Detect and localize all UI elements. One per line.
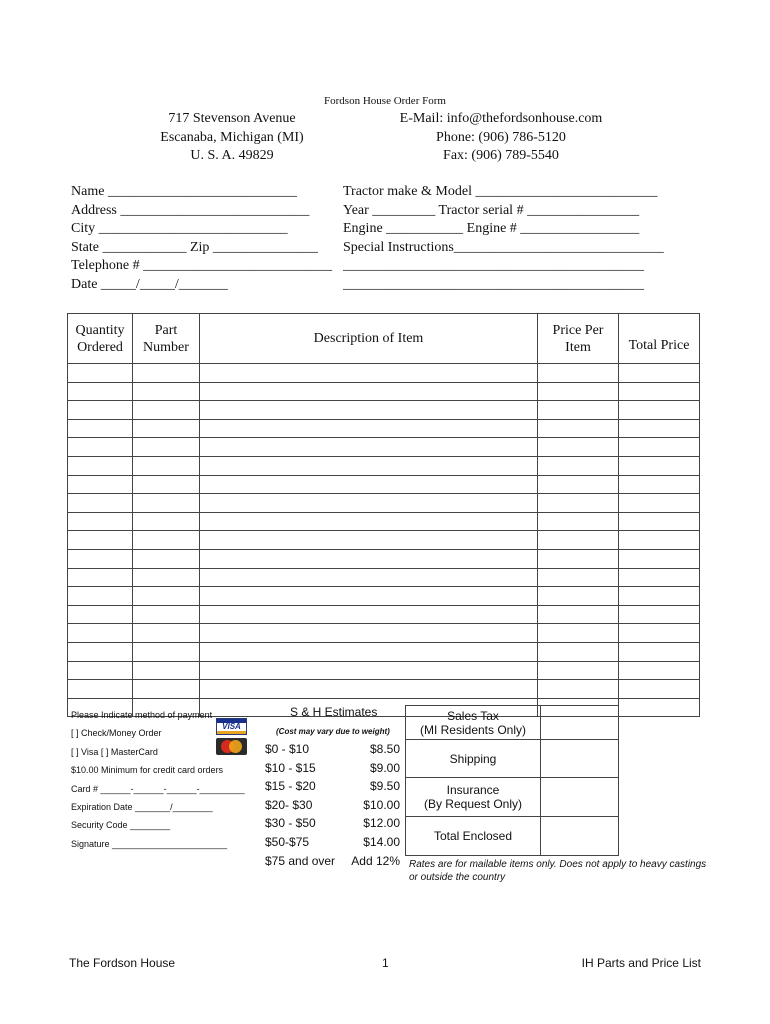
table-cell[interactable] xyxy=(619,419,700,438)
customer-fields xyxy=(71,183,332,295)
table-cell[interactable] xyxy=(200,475,538,494)
col-part-number: Part Number xyxy=(133,314,200,364)
sh-weight-note: (Cost may vary due to weight) xyxy=(276,727,390,736)
table-cell[interactable] xyxy=(68,642,133,661)
totals-table xyxy=(405,705,619,856)
address-line: Escanaba, Michigan (MI) xyxy=(160,129,304,145)
address-line: U. S. A. 49829 xyxy=(190,148,274,163)
table-cell[interactable] xyxy=(619,494,700,513)
sh-cost: Add 12% xyxy=(351,853,400,868)
table-cell[interactable] xyxy=(538,364,619,383)
table-cell[interactable] xyxy=(619,661,700,680)
table-cell[interactable] xyxy=(619,698,700,717)
name-field[interactable]: Name ___________________________ xyxy=(71,184,297,199)
table-cell[interactable] xyxy=(619,456,700,475)
table-cell[interactable] xyxy=(68,568,133,587)
table-row xyxy=(68,419,700,438)
order-items-table xyxy=(67,313,700,717)
col-total-price: Total Price xyxy=(619,314,700,364)
sh-cost: $8.50 xyxy=(369,742,400,756)
table-cell[interactable] xyxy=(619,605,700,624)
table-row xyxy=(68,438,700,457)
table-cell[interactable] xyxy=(200,401,538,420)
table-cell[interactable] xyxy=(68,401,133,420)
insurance-label: Insurance (By Request Only) xyxy=(406,778,541,817)
total-enclosed-label: Total Enclosed xyxy=(406,817,541,856)
table-cell[interactable] xyxy=(538,512,619,531)
city-field[interactable]: City ___________________________ xyxy=(71,221,288,237)
table-row xyxy=(68,661,700,680)
table-row xyxy=(68,549,700,568)
security-code-field[interactable]: Security Code ________ xyxy=(71,820,171,831)
table-cell[interactable] xyxy=(200,605,538,624)
table-cell[interactable] xyxy=(538,605,619,624)
footer-page-number: 1 xyxy=(382,956,389,970)
sh-cost: $9.00 xyxy=(369,760,400,775)
table-cell[interactable] xyxy=(133,568,200,587)
table-cell[interactable] xyxy=(68,512,133,531)
table-cell[interactable] xyxy=(200,624,538,643)
contact-email: E-Mail: info@thefordsonhouse.com xyxy=(399,111,603,126)
table-cell[interactable] xyxy=(68,661,133,680)
table-cell[interactable] xyxy=(538,438,619,457)
telephone-field[interactable]: Telephone # ___________________________ xyxy=(71,258,333,274)
table-cell[interactable] xyxy=(68,531,133,550)
table-cell[interactable] xyxy=(619,549,700,568)
table-cell[interactable] xyxy=(619,624,700,643)
table-cell[interactable] xyxy=(133,419,200,438)
table-cell[interactable] xyxy=(538,549,619,568)
check-option[interactable]: [ ] Check/Money Order xyxy=(71,728,162,739)
table-cell[interactable] xyxy=(200,512,538,531)
table-cell[interactable] xyxy=(68,624,133,643)
sh-cost: $14.00 xyxy=(363,834,400,849)
table-cell[interactable] xyxy=(200,364,538,383)
card-number-field[interactable]: Card # ______-______-______-_________ xyxy=(71,783,245,794)
sh-estimates-title: S & H Estimates xyxy=(290,705,378,719)
table-cell[interactable] xyxy=(619,587,700,606)
table-cell[interactable] xyxy=(538,494,619,513)
table-cell[interactable] xyxy=(200,661,538,680)
table-cell[interactable] xyxy=(200,456,538,475)
table-cell[interactable] xyxy=(200,642,538,661)
special-instructions-line[interactable]: ___________________________________________ xyxy=(343,258,644,274)
rates-note: Rates are for mailable items only. Does not apply to heavy castings or outside the country xyxy=(409,859,707,883)
table-cell[interactable] xyxy=(619,438,700,457)
sales-tax-label: Sales Tax (MI Residents Only) xyxy=(406,706,541,740)
table-cell[interactable] xyxy=(133,456,200,475)
table-row xyxy=(68,624,700,643)
sh-range: $0 - $10 xyxy=(265,742,310,756)
table-cell[interactable] xyxy=(538,419,619,438)
table-row xyxy=(68,587,700,606)
sh-cost: $12.00 xyxy=(363,816,400,831)
table-row xyxy=(68,605,700,624)
table-cell[interactable] xyxy=(133,624,200,643)
sh-costs xyxy=(340,740,400,870)
sh-range: $50-$75 xyxy=(265,834,310,849)
col-quantity: Quantity Ordered xyxy=(68,314,133,364)
engine-field[interactable]: Engine ___________ Engine # _________________ xyxy=(343,221,640,237)
table-cell[interactable] xyxy=(68,364,133,383)
table-cell[interactable] xyxy=(619,475,700,494)
tractor-model-field[interactable]: Tractor make & Model __________________________ xyxy=(343,184,658,199)
table-cell[interactable] xyxy=(133,531,200,550)
table-cell[interactable] xyxy=(68,382,133,401)
table-cell[interactable] xyxy=(133,494,200,513)
table-cell[interactable] xyxy=(133,382,200,401)
table-cell[interactable] xyxy=(68,680,133,699)
table-cell[interactable] xyxy=(133,680,200,699)
business-address xyxy=(140,110,324,166)
table-cell[interactable] xyxy=(538,568,619,587)
state-zip-field[interactable]: State ____________ Zip _______________ xyxy=(71,239,318,255)
signature-field[interactable]: Signature _______________________ xyxy=(71,838,228,849)
card-minimum-note: $10.00 Minimum for credit card orders xyxy=(71,765,224,776)
insurance-value[interactable] xyxy=(541,778,619,817)
table-cell[interactable] xyxy=(538,624,619,643)
table-cell[interactable] xyxy=(538,587,619,606)
table-cell[interactable] xyxy=(133,587,200,606)
mastercard-logo xyxy=(216,738,247,755)
address-line: 717 Stevenson Avenue xyxy=(168,111,296,126)
sh-ranges xyxy=(265,740,335,870)
table-row xyxy=(68,456,700,475)
sh-range: $75 and over xyxy=(265,853,336,868)
payment-heading: Please Indicate method of payment xyxy=(71,710,213,720)
sales-tax-value[interactable] xyxy=(541,706,619,740)
table-row xyxy=(68,531,700,550)
table-cell[interactable] xyxy=(619,512,700,531)
table-cell[interactable] xyxy=(619,364,700,383)
table-row xyxy=(68,680,700,699)
sh-range: $30 - $50 xyxy=(265,816,316,831)
table-row xyxy=(68,401,700,420)
table-cell[interactable] xyxy=(538,456,619,475)
tractor-fields xyxy=(343,183,664,295)
table-cell[interactable] xyxy=(133,364,200,383)
contact-fax: Fax: (906) 789-5540 xyxy=(443,148,559,163)
table-cell[interactable] xyxy=(68,475,133,494)
table-cell[interactable] xyxy=(133,642,200,661)
form-title: Fordson House Order Form xyxy=(324,95,446,107)
table-row xyxy=(68,568,700,587)
contact-phone: Phone: (906) 786-5120 xyxy=(436,129,566,145)
table-cell[interactable] xyxy=(200,438,538,457)
table-cell[interactable] xyxy=(619,531,700,550)
expiration-field[interactable]: Expiration Date _______/________ xyxy=(71,802,213,813)
table-cell[interactable] xyxy=(133,549,200,568)
table-cell[interactable] xyxy=(538,661,619,680)
table-cell[interactable] xyxy=(619,680,700,699)
year-serial-field[interactable]: Year _________ Tractor serial # ________________ xyxy=(343,202,640,218)
table-row xyxy=(68,494,700,513)
special-instructions-line[interactable]: ___________________________________________ xyxy=(343,276,644,292)
table-cell[interactable] xyxy=(68,419,133,438)
footer-doc-title: IH Parts and Price List xyxy=(581,956,701,970)
sh-cost: $10.00 xyxy=(363,797,400,812)
table-cell[interactable] xyxy=(68,605,133,624)
table-cell[interactable] xyxy=(200,680,538,699)
card-options[interactable]: [ ] Visa [ ] MasterCard xyxy=(71,746,158,757)
table-row xyxy=(68,382,700,401)
table-cell[interactable] xyxy=(200,587,538,606)
table-cell[interactable] xyxy=(619,568,700,587)
visa-logo xyxy=(216,718,247,735)
table-row xyxy=(68,642,700,661)
business-contact xyxy=(390,110,612,166)
sh-cost: $9.50 xyxy=(369,779,400,794)
table-cell[interactable] xyxy=(619,401,700,420)
table-row xyxy=(68,512,700,531)
shipping-label: Shipping xyxy=(406,740,541,778)
sh-range: $15 - $20 xyxy=(265,779,316,794)
table-cell[interactable] xyxy=(68,456,133,475)
table-cell[interactable] xyxy=(538,382,619,401)
total-enclosed-value[interactable] xyxy=(541,817,619,856)
col-description: Description of Item xyxy=(200,314,538,364)
table-cell[interactable] xyxy=(619,642,700,661)
table-cell[interactable] xyxy=(200,568,538,587)
table-cell[interactable] xyxy=(538,680,619,699)
table-cell[interactable] xyxy=(619,382,700,401)
table-row xyxy=(68,364,700,383)
table-cell[interactable] xyxy=(133,475,200,494)
table-cell[interactable] xyxy=(133,661,200,680)
table-cell[interactable] xyxy=(133,605,200,624)
shipping-value[interactable] xyxy=(541,740,619,778)
table-cell[interactable] xyxy=(133,512,200,531)
table-cell[interactable] xyxy=(538,642,619,661)
table-cell[interactable] xyxy=(68,438,133,457)
table-cell[interactable] xyxy=(133,401,200,420)
table-cell[interactable] xyxy=(538,475,619,494)
table-cell[interactable] xyxy=(133,438,200,457)
table-cell[interactable] xyxy=(200,531,538,550)
table-cell[interactable] xyxy=(200,419,538,438)
date-field[interactable]: Date _____/_____/_______ xyxy=(71,276,228,292)
table-cell[interactable] xyxy=(68,549,133,568)
special-instructions-field[interactable]: Special Instructions______________________________ xyxy=(343,239,664,255)
visa-logo-text: VISA xyxy=(222,722,241,731)
sh-range: $20- $30 xyxy=(265,797,313,812)
table-cell[interactable] xyxy=(538,401,619,420)
table-cell[interactable] xyxy=(200,549,538,568)
table-cell[interactable] xyxy=(200,494,538,513)
table-cell[interactable] xyxy=(68,494,133,513)
sh-range: $10 - $15 xyxy=(265,760,316,775)
table-row xyxy=(68,475,700,494)
table-cell[interactable] xyxy=(538,531,619,550)
table-cell[interactable] xyxy=(68,587,133,606)
table-cell[interactable] xyxy=(200,382,538,401)
address-field[interactable]: Address ___________________________ xyxy=(71,202,310,218)
footer-company: The Fordson House xyxy=(69,956,176,970)
col-price-per-item: Price Per Item xyxy=(538,314,619,364)
